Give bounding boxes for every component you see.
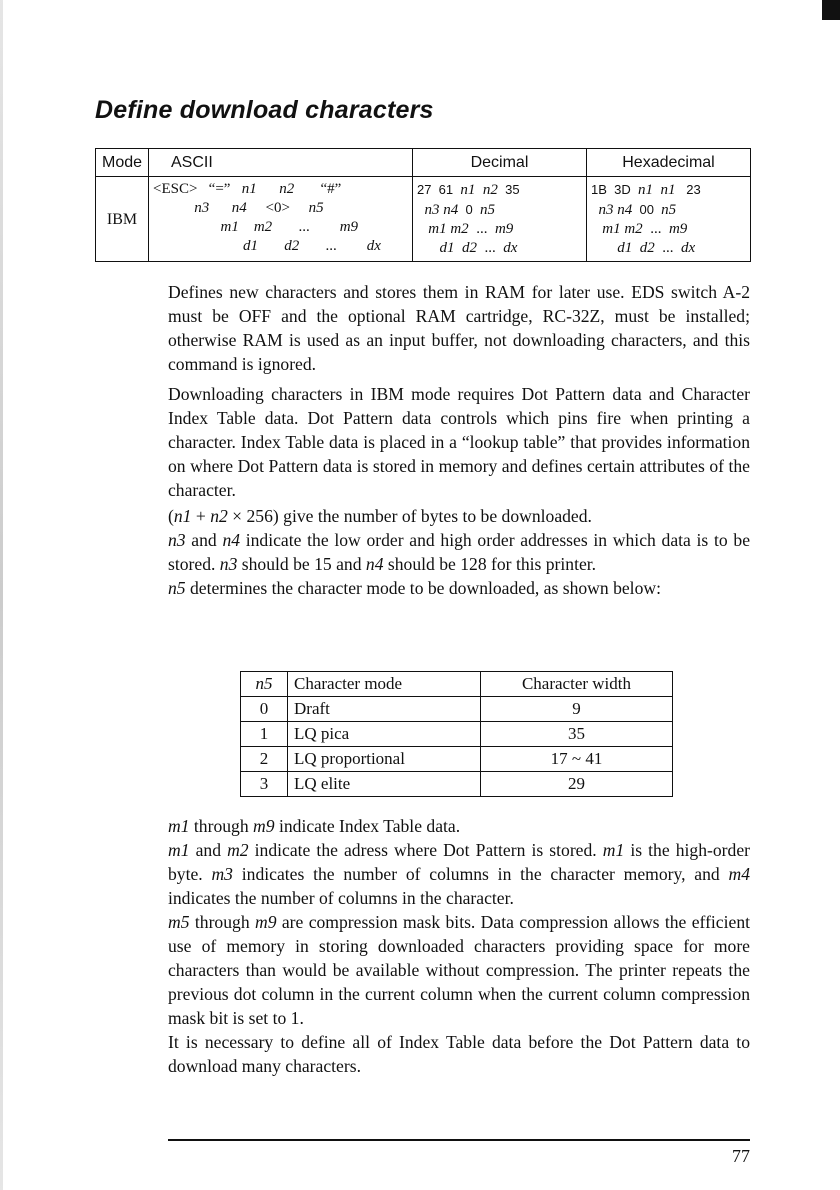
character-width: 29 [481, 772, 673, 797]
text-segment: ( [168, 506, 174, 526]
text-segment [475, 182, 483, 198]
mode-cell: IBM [96, 177, 149, 262]
command-line [153, 180, 408, 199]
variable-name: dx [366, 238, 381, 254]
text-segment: indicate the adress where Dot Pattern is stored. [248, 840, 603, 860]
variable-name: d2 [284, 238, 300, 254]
n5-value: 0 [241, 697, 288, 722]
variable-name: n4 [617, 202, 633, 218]
variable-name: dx [503, 240, 518, 256]
text-segment: × 256) give the number of bytes to be downloaded. [227, 506, 592, 526]
command-line [153, 199, 408, 218]
text-segment: + [191, 506, 211, 526]
text-segment [591, 240, 617, 256]
command-line [591, 180, 746, 200]
paragraph [168, 382, 750, 502]
variable-name: m1 [168, 816, 190, 836]
text-segment: ... [272, 219, 340, 235]
variable-name: m1 [168, 840, 190, 860]
table-row [241, 772, 673, 797]
text-segment: through [189, 816, 254, 836]
command-line [153, 237, 408, 256]
ascii-cell [149, 177, 413, 262]
text-segment: It is necessary to define all of Index Table data before the Dot Pattern data to download many characters. [168, 1032, 750, 1076]
scan-corner-mark [822, 0, 840, 20]
text-segment [258, 238, 284, 254]
variable-name: n5 [661, 202, 677, 218]
variable-name: n4 [443, 202, 459, 218]
text-segment: through [189, 912, 255, 932]
variable-name: n3 [194, 200, 210, 216]
text-segment: <ESC> “=” [153, 181, 242, 197]
text-segment: ... [468, 221, 495, 237]
text-segment: indicates the number of columns in the character. [168, 888, 514, 908]
variable-name: dx [681, 240, 696, 256]
command-line [591, 239, 746, 258]
variable-name: d2 [639, 240, 655, 256]
variable-name: m1 [602, 221, 621, 237]
variable-name: n2 [279, 181, 295, 197]
header-hexadecimal: Hexadecimal [587, 149, 751, 177]
text-segment: 1B 3D [591, 182, 638, 197]
variable-name: n5 [479, 202, 495, 218]
text-segment: ... [642, 221, 669, 237]
text-segment [239, 219, 254, 235]
text-segment: 0 [458, 202, 480, 217]
variable-name: n3 [219, 554, 238, 574]
variable-name: m3 [211, 864, 233, 884]
text-segment: 27 61 [417, 182, 461, 197]
paragraph [168, 838, 750, 910]
header-decimal: Decimal [413, 149, 587, 177]
command-line [417, 200, 582, 220]
variable-name: n3 [424, 202, 440, 218]
text-segment: is the high-order byte. [168, 840, 750, 884]
paragraph [168, 528, 750, 576]
text-segment: determines the character mode to be downloaded, as shown below: [185, 578, 661, 598]
variable-name: n1 [173, 506, 192, 526]
text-segment: indicates the number of columns in the character memory, and [232, 864, 729, 884]
variable-name: n1 [241, 181, 257, 197]
paragraph [168, 280, 750, 376]
text-segment: should be 128 for this printer. [383, 554, 597, 574]
footer-rule [168, 1139, 750, 1141]
n5-value: 2 [241, 747, 288, 772]
variable-name: m9 [339, 219, 359, 235]
text-segment [632, 240, 640, 256]
variable-name: n2 [482, 182, 498, 198]
table-row [241, 722, 673, 747]
text-segment [417, 240, 440, 256]
variable-name: m9 [494, 221, 514, 237]
command-line [591, 220, 746, 239]
variable-name: d1 [439, 240, 455, 256]
text-segment: should be 15 and [237, 554, 366, 574]
text-segment: ... [299, 238, 367, 254]
variable-name: n4 [222, 530, 241, 550]
character-mode: Draft [288, 697, 481, 722]
header-character-mode: Character mode [288, 672, 481, 697]
variable-name: m9 [253, 816, 275, 836]
variable-name: m2 [253, 219, 273, 235]
page-title: Define download characters [95, 96, 434, 124]
paragraph [168, 814, 750, 838]
text-segment [153, 200, 194, 216]
text-segment: Defines new characters and stores them in RAM for later use. EDS switch A-2 must be OFF and the optional RAM cartridge, RC-32Z, must be installed; otherwise RAM is used as an input buffer, not downloading characters, and this command is ignored. [168, 282, 750, 374]
scan-edge [0, 0, 3, 1190]
paragraph [168, 504, 750, 528]
command-line [417, 180, 582, 200]
variable-name: m1 [602, 840, 625, 860]
paragraph [168, 910, 750, 1030]
character-mode-table [240, 671, 673, 797]
text-segment: <0> [246, 200, 309, 216]
variable-name: n4 [365, 554, 384, 574]
character-mode: LQ pica [288, 722, 481, 747]
text-segment: and [189, 840, 228, 860]
command-line [153, 218, 408, 237]
variable-name: m2 [624, 221, 643, 237]
n5-value: 3 [241, 772, 288, 797]
variable-name: n5 [308, 200, 324, 216]
variable-name: n1 [460, 182, 476, 198]
text-segment [257, 181, 280, 197]
text-segment [455, 240, 463, 256]
variable-name: m1 [220, 219, 239, 235]
variable-name: m2 [227, 840, 249, 860]
command-line [417, 239, 582, 258]
command-line [417, 220, 582, 239]
paragraph [168, 576, 750, 600]
text-segment [209, 200, 232, 216]
character-mode: LQ proportional [288, 747, 481, 772]
text-segment: ... [654, 240, 681, 256]
table-row [241, 747, 673, 772]
text-segment [591, 202, 599, 218]
text-segment [153, 238, 243, 254]
variable-name: m4 [728, 864, 750, 884]
character-width: 9 [481, 697, 673, 722]
command-table [95, 148, 751, 262]
hexadecimal-cell [587, 177, 751, 262]
variable-name: n5 [168, 578, 186, 598]
text-segment [417, 221, 428, 237]
variable-name: m9 [668, 221, 688, 237]
variable-name: m1 [428, 221, 447, 237]
text-segment: 23 [675, 182, 701, 197]
variable-name: d1 [617, 240, 633, 256]
variable-name: n1 [637, 182, 653, 198]
text-segment: and [185, 530, 223, 550]
header-mode: Mode [96, 149, 149, 177]
text-segment [417, 202, 425, 218]
variable-name: n2 [210, 506, 228, 526]
header-character-width: Character width [481, 672, 673, 697]
table-row [241, 697, 673, 722]
variable-name: n3 [168, 530, 186, 550]
variable-name: n3 [598, 202, 614, 218]
description-bottom [168, 814, 750, 1078]
variable-name: m2 [450, 221, 469, 237]
page-number: 77 [732, 1146, 750, 1166]
variable-name: d2 [462, 240, 477, 256]
variable-name: m5 [168, 912, 190, 932]
text-segment: are compression mask bits. Data compression allows the efficient use of memory in storing downloaded characters providing space for more characters than would be available without compression. The printer repeats the previous dot column in the current column when the current column compression mask bit is set to 1. [168, 912, 751, 1028]
paragraph [168, 1030, 750, 1078]
character-width: 17 ~ 41 [481, 747, 673, 772]
variable-name: n4 [231, 200, 247, 216]
command-line [591, 200, 746, 220]
decimal-cell [413, 177, 587, 262]
header-n5: n5 [241, 672, 288, 697]
character-width: 35 [481, 722, 673, 747]
description-top [168, 280, 750, 600]
text-segment: indicate the low order and high order addresses in which data is to be stored. [168, 530, 751, 574]
text-segment: indicate Index Table data. [274, 816, 461, 836]
text-segment [153, 219, 221, 235]
text-segment: ... [477, 240, 504, 256]
text-segment: 35 [497, 182, 520, 197]
variable-name: d1 [243, 238, 258, 254]
text-segment: “#” [294, 181, 342, 197]
variable-name: n1 [660, 182, 676, 198]
character-mode: LQ elite [288, 772, 481, 797]
n5-value: 1 [241, 722, 288, 747]
text-segment: Downloading characters in IBM mode requires Dot Pattern data and Character Index Table data. Dot Pattern data controls which pins fire when printing a character. Index Table data is placed in a “lookup table” that provides information on where Dot Pattern data is stored in memory and defines certain attributes of the character. [168, 384, 750, 500]
header-ascii: ASCII [149, 149, 413, 177]
text-segment [591, 221, 602, 237]
variable-name: m9 [254, 912, 277, 932]
text-segment: 00 [632, 202, 662, 217]
